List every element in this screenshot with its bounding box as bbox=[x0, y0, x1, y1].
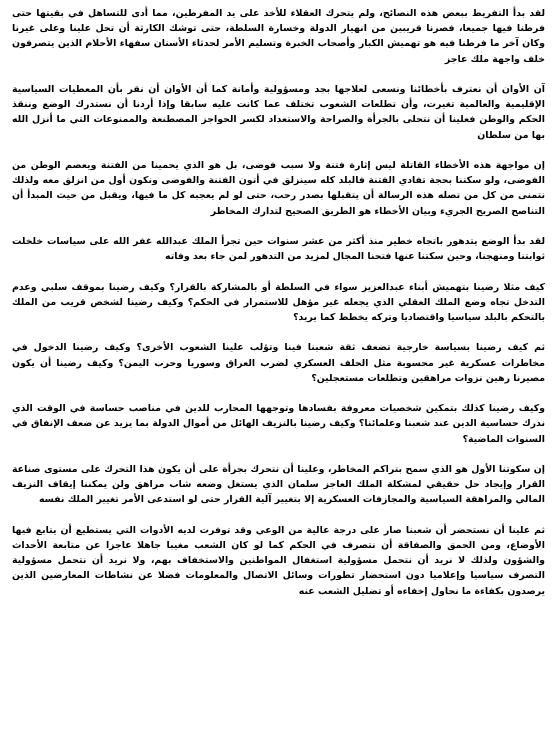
paragraph-9: ثم علينا أن نستحضر أن شعبنا صار على درجة عالية من الوعي وقد توفرت لديه الأدوات التي يستطيع أن يتابع فيها الأوضاع، ومن الحمق والصفاقة أن نتصرف في الحكم كما لو كان الشعب مغيبا جاهلا عاجزا عن متابعة الأحداث والشؤون ولذلك لا نريد أن نتحمل مسؤولية استغفال المواطنين والاستخفاف بهم، ولا نريد أن نتحمل مسؤولية التصرف سياسيا وإعلاميا دون استحضار تطورات وسائل الاتصال والمعلومات فضلا عن نشاطات المعارضين الذين يرصدون بكفاءة ما نحاول إخفاءه أو تضليل الشعب عنه bbox=[12, 524, 545, 597]
paragraph-1: لقد بدأ التفريط ببعض هذه النصائح، ولم يتحرك العقلاء للأخذ على يد المفرطين، مما أدى للتساهل في بقيتها حتى فرطنا فيها جميعا، فصرنا قريبين من انهيار الدولة وخسارة السلطة، حتى توشك الكارثة أن تحل علينا وعلى غيرنا وكان آخر ما فرطنا فيه هو تهميش الكبار وأصحاب الخبرة وتسليم الأمر لحدثاء الأسنان سفهاء الأحلام الذين يتصرفون خلف واجهة ملك عاجز bbox=[12, 8, 545, 65]
paragraph-8: إن سكوتنا الأول هو الذي سمح بتراكم المخاطر، وعلينا أن نتحرك بجرأة على أن يكون هذا التحرك على مستوى صناعة القرار وإيجاد حل حقيقي لمشكلة الملك العاجز سلمان الذي يستغل وضعه شاب مراهق ولن يمكننا إيقاف النزيف المالي والمراهقة السياسية والمجازفات العسكرية إلا بتغيير آلية القرار حتى لو استدعى الأمر تغيير الملك نفسه bbox=[12, 463, 545, 506]
paragraph-3: إن مواجهة هذه الأخطاء القاتلة ليس إثارة فتنة ولا سبب فوضى، بل هو الذي يحمينا من الفتنة ويعصم الوطن من الفوضى، ولو سكتنا بحجة تفادي الفتنة فالبلد كله سينزلق في أتون الفتنة والفوضى ونكون أول من انزلق معه ولذلك نتمنى من كل من تصله هذه الرسالة أن يتقبلها بصدر رحب، حتى لو لم يعجبه كل ما فيها، ويقبل من حيث المبدأ أن التناصح الصريح الجريء وبيان الأخطاء هو الطريق الصحيح لتدارك المخاطر bbox=[12, 160, 545, 217]
paragraph-4: لقد بدأ الوضع يتدهور باتجاه خطير منذ أكثر من عشر سنوات حين تجرأ الملك عبدالله غفر الله على سياسات خلخلت ثوابتنا ومنهجنا، وحين سكتنا عنها فتحنا المجال لمزيد من التدهور لمن جاء بعد وفاته bbox=[12, 236, 545, 263]
paragraph-2: آن الأوان أن نعترف بأخطائنا ونسعى لعلاجها بجد ومسؤولية وأمانة كما أن الأوان أن نقر بأن المعطيات السياسية الإقليمية والعالمية تغيرت، وأن تطلعات الشعوب تختلف عما كانت عليه سابقا وإذا أردنا أن نستدرك الوضع وننقذ الحكم والوطن فعلينا أن نتحلى بالجرأة والصراحة والاستعداد لكسر الحواجز المصطنعة والممنوعات التي ما أنزل الله بها من سلطان bbox=[12, 84, 545, 141]
paragraph-7: وكيف رضينا كذلك بتمكين شخصيات معروفة بفسادها وتوجهها المحارب للدين في مناصب حساسة في الوقت الذي ندرك حساسية الدين عند شعبنا وعلمائنا؟ وكيف رضينا بالنزيف الهائل من أموال الدولة بما يزيد عن ضعف الإنفاق في السنوات الماضية؟ bbox=[12, 403, 545, 445]
paragraph-6: ثم كيف رضينا بسياسة خارجية تضعف ثقة شعبنا فينا وتؤلب علينا الشعوب الأخرى؟ وكيف رضينا الدخول في مخاطرات عسكرية غير محسوبة مثل الحلف العسكري لضرب العراق وسوريا وحرب اليمن؟ وكيف رضينا أن يكون مصيرنا رهين نزوات مراهقين وتطلعات مستعجلين؟ bbox=[12, 342, 545, 384]
paragraph-5: كيف مثلا رضينا بتهميش أبناء عبدالعزيز سواء في السلطة أو بالمشاركة بالقرار؟ وكيف رضينا بموقف سلبي وعدم التدخل تجاه وضع الملك العقلي الذي يجعله غير مؤهل للاستمرار في الحكم؟ وكيف رضينا لشخص قريب من الملك بالتحكم بالبلد سياسيا واقتصاديا وتركه يخطط كما يريد؟ bbox=[12, 281, 545, 323]
